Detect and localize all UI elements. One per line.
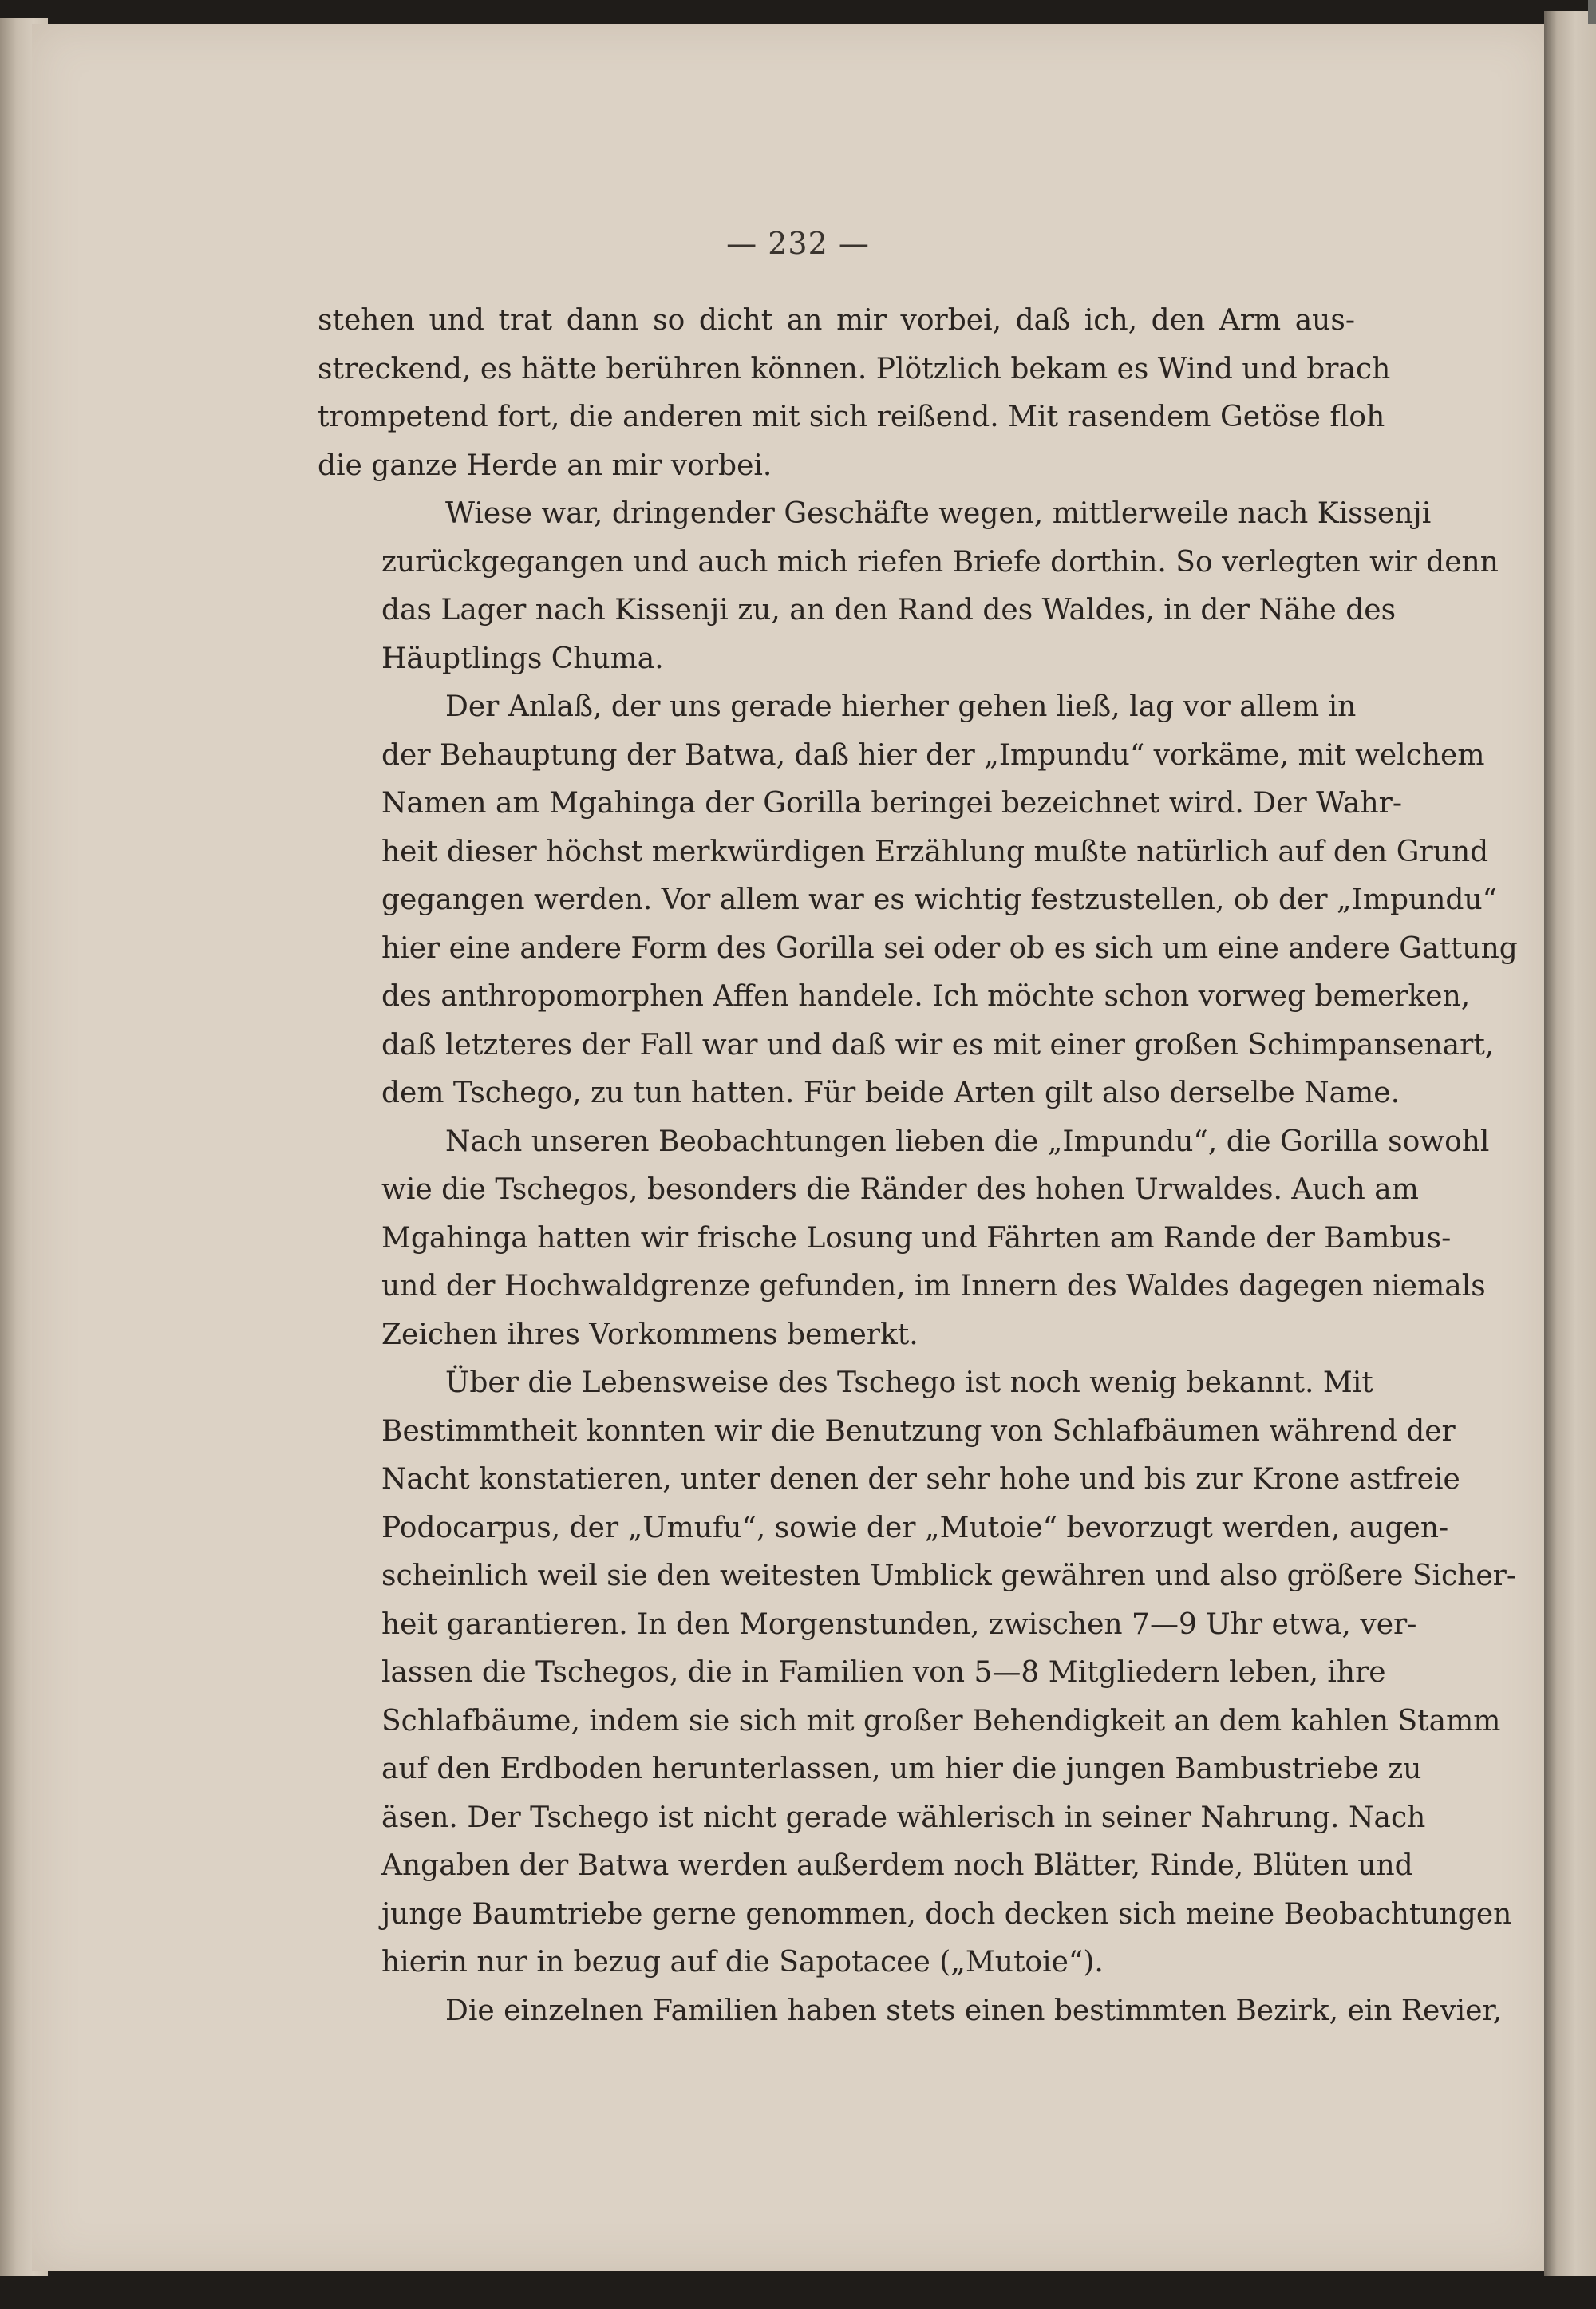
text-line: Nacht konstatieren, unter denen der sehr hohe und bis zur Krone astfreie [381,1463,1460,1496]
text-line: heit garantieren. In den Morgenstunden, zwischen 7—9 Uhr etwa, ver- [381,1607,1417,1641]
text-line: Der Anlaß, der uns gerade hierher gehen ließ, lag vor allem in [445,690,1357,723]
text-line: Die einzelnen Familien haben stets einen bestimmten Bezirk, ein Revier, [445,1994,1503,2027]
text-line: trompetend fort, die anderen mit sich reißend. Mit rasendem Getöse floh [318,401,1385,433]
text-line: Angaben der Batwa werden außerdem noch Blätter, Rinde, Blüten und [381,1849,1413,1882]
text-line: zurückgegangen und auch mich riefen Briefe dorthin. So verlegten wir denn [381,545,1499,579]
page-number: — 232 — [726,226,870,261]
text-line: lassen die Tschegos, die in Familien von 5—8 Mitgliedern leben, ihre [381,1656,1386,1689]
text-line: Bestimmtheit konnten wir die Benutzung von Schlafbäumen während der [381,1414,1456,1448]
text-line: stehen und trat dann so dicht an mir vorbei, daß ich, den Arm aus- [318,304,1355,337]
text-line: Zeichen ihres Vorkommens bemerkt. [381,1318,918,1351]
text-line: Schlafbäume, indem sie sich mit großer Behendigkeit an dem kahlen Stamm [381,1704,1501,1738]
paragraph-3 [318,683,1518,1118]
text-line: heit dieser höchst merkwürdigen Erzählung mußte natürlich auf den Grund [381,835,1489,868]
paragraph-5 [318,1359,1517,1987]
text-line: daß letzteres der Fall war und daß wir es mit einer großen Schimpansenart, [381,1028,1495,1062]
text-line: Mgahinga hatten wir frische Losung und Fährten am Rande der Bambus- [381,1221,1452,1255]
paragraph-2 [318,490,1499,683]
text-line: auf den Erdboden herunterlassen, um hier die jungen Bambustriebe zu [381,1753,1422,1785]
scan-border [1588,0,1596,24]
text-line: das Lager nach Kissenji zu, an den Rand des Waldes, in der Nähe des [381,594,1396,627]
text-line: dem Tschego, zu tun hatten. Für beide Arten gilt also derselbe Name. [381,1077,1400,1109]
text-line: hier eine andere Form des Gorilla sei oder ob es sich um eine andere Gattung [381,931,1518,965]
text-line: Über die Lebensweise des Tschego ist noch wenig bekannt. Mit [445,1366,1373,1399]
text-line: äsen. Der Tschego ist nicht gerade wählerisch in seiner Nahrung. Nach [381,1801,1426,1834]
text-line: des anthropomorphen Affen handele. Ich möchte schon vorweg bemerken, [381,980,1471,1013]
text-line: der Behauptung der Batwa, daß hier der „Impundu“ vorkäme, mit welchem [381,738,1485,772]
body-text [318,297,1518,2035]
text-line: Häuptlings Chuma. [381,642,664,675]
text-line: Wiese war, dringender Geschäfte wegen, mittlerweile nach Kissenji [445,497,1432,530]
text-line: und der Hochwaldgrenze gefunden, im Innern des Waldes dagegen niemals [381,1270,1486,1303]
text-line: Namen am Mgahinga der Gorilla beringei bezeichnet wird. Der Wahr- [381,787,1403,820]
right-page-edge [1544,11,1596,2276]
text-line: Podocarpus, der „Umufu“, sowie der „Mutoie“ bevorzugt werden, augen- [381,1511,1449,1544]
paragraph-1 [318,297,1391,490]
text-line: junge Baumtriebe gerne genommen, doch decken sich meine Beobachtungen [381,1897,1512,1931]
text-line: scheinlich weil sie den weitesten Umblick gewähren und also größere Sicher- [381,1560,1517,1592]
paragraph-4 [318,1118,1490,1360]
text-line: wie die Tschegos, besonders die Ränder des hohen Urwaldes. Auch am [381,1173,1419,1206]
text-line: streckend, es hätte berühren können. Plötzlich bekam es Wind und brach [318,352,1391,385]
paragraph-6 [318,1987,1503,2036]
text-line: die ganze Herde an mir vorbei. [318,449,772,482]
text-line: gegangen werden. Vor allem war es wichtig festzustellen, ob der „Impundu“ [381,884,1498,916]
text-line: hierin nur in bezug auf die Sapotacee („Mutoie“). [381,1946,1104,1979]
text-line: Nach unseren Beobachtungen lieben die „Impundu“, die Gorilla sowohl [445,1125,1490,1158]
